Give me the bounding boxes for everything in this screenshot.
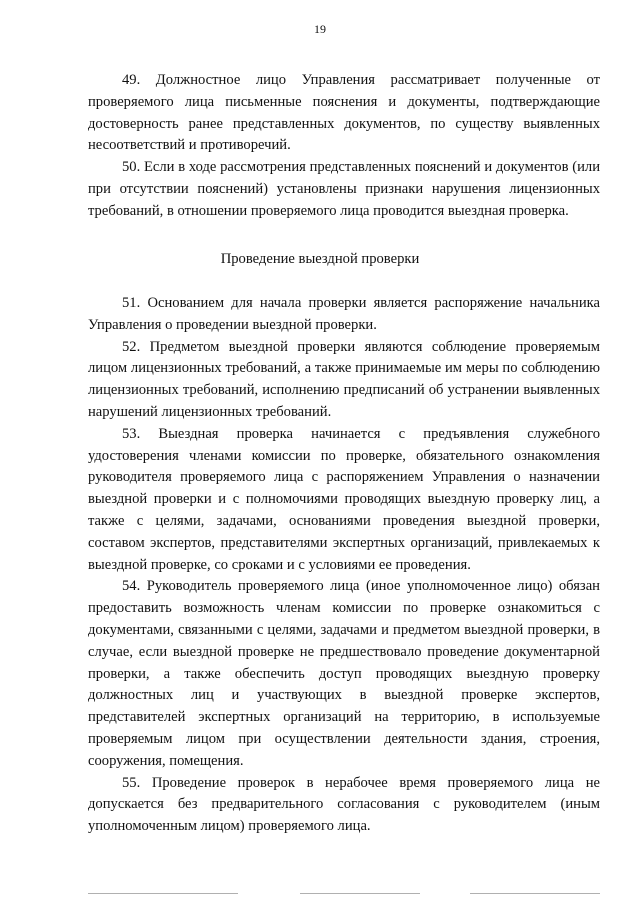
page-number: 19 [314, 22, 326, 36]
section-top [88, 70, 600, 223]
paragraph-54: 54. Руководитель проверяемого лица (иное уполномоченное лицо) обязан предоставить возможность членам комиссии по проверке ознакомиться с документами, связанными с целями, задачами и предметом выездной проверки, в случае, если выездной проверке не предшествовало проведение документарной проверки, а также обеспечить доступ проводящих выездную проверку должностных лиц и участвующих в выездной проверке экспертов, представителей экспертных организаций на территорию, в используемые проверяемым лицом при осуществлении деятельности здания, строения, сооружения, помещения. [88, 578, 600, 769]
paragraph-52: 52. Предметом выездной проверки являются соблюдение проверяемым лицом лицензионных требований, а также принимаемые им меры по соблюдению лицензионных требований, исполнению предписаний об устранении выявленных нарушений лицензионных требований. [88, 338, 600, 420]
section-main [88, 293, 600, 838]
footer-rule-middle [300, 893, 420, 894]
footer-rule-left [88, 893, 238, 894]
section-heading: Проведение выездной проверки [220, 251, 420, 267]
paragraph-55: 55. Проведение проверок в нерабочее время проверяемого лица не допускается без предварительного согласования с руководителем (иным уполномоченным лицом) проверяемого лица. [88, 774, 600, 835]
footer-rule-right [470, 893, 600, 894]
paragraph-50: 50. Если в ходе рассмотрения представленных пояснений и документов (или при отсутствии пояснений) установлены признаки нарушения лицензионных требований, в отношении проверяемого лица проводится выездная проверка. [88, 159, 600, 219]
paragraph-51: 51. Основанием для начала проверки является распоряжение начальника Управления о проведении выездной проверки. [88, 295, 600, 333]
paragraph-49: 49. Должностное лицо Управления рассматривает полученные от проверяемого лица письменные пояснения и документы, подтверждающие достоверность ранее представленных документов, по существу выявленных несоответствий и противоречий. [88, 72, 600, 154]
paragraph-53: 53. Выездная проверка начинается с предъявления служебного удостоверения членами комиссии по проверке, обязательного ознакомления руководителя проверяемого лица с распоряжением Управления о назначении выездной проверки и с полномочиями проводящих выездную проверку лиц, а также с целями, задачами, основаниями проведения выездной проверки, составом экспертов, представителями экспертных организаций, привлекаемых к выездной проверке, со сроками и с условиями ее проведения. [88, 425, 600, 573]
